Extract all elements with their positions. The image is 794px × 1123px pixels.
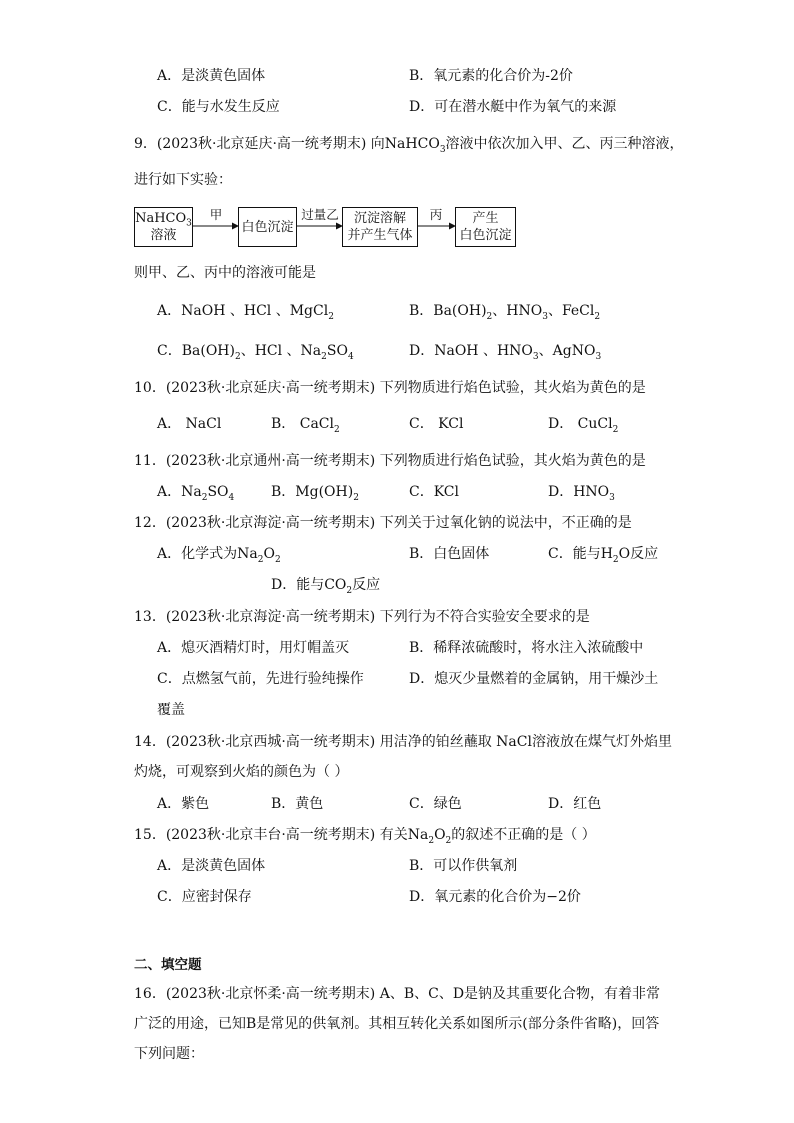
q9-option-c: C．$Ba(OH)_2$、HCl 、$Na_2SO_4$ bbox=[157, 343, 354, 362]
q10-stem: 10．(2023秋·北京延庆·高一统考期末) 下列物质进行焰色试验，其火焰为黄色的是 bbox=[134, 380, 646, 396]
arrow-3-label: 丙 bbox=[429, 207, 443, 222]
section-heading-fill-in: 二、填空题 bbox=[134, 957, 202, 973]
q15-option-b: B．可以作供氧剂 bbox=[409, 858, 518, 874]
q15-option-a: A．是淡黄色固体 bbox=[157, 858, 266, 874]
q13-option-a: A．熄灭酒精灯时，用灯帽盖灭 bbox=[157, 640, 350, 656]
q8-option-c: C．能与水发生反应 bbox=[157, 99, 280, 115]
q8-option-d: D．可在潜水艇中作为氧气的来源 bbox=[409, 99, 617, 115]
flow-box-produce-precipitate: 产生 白色沉淀 bbox=[455, 207, 516, 247]
q9-stem-line3: 则甲、乙、丙中的溶液可能是 bbox=[134, 265, 316, 281]
q13-option-c: C．点燃氢气前，先进行验纯操作 bbox=[157, 671, 364, 687]
q13-option-d-cont: 覆盖 bbox=[157, 702, 185, 718]
q10-option-a: A． NaCl bbox=[157, 416, 222, 432]
q11-option-a: A．$Na_2SO_4$ bbox=[157, 484, 235, 503]
q14-option-c: C．绿色 bbox=[409, 796, 462, 812]
q12-option-d: D．能与$CO_2$反应 bbox=[271, 577, 381, 596]
q9-stem-line2: 进行如下实验： bbox=[134, 172, 232, 188]
q12-stem: 12．(2023秋·北京海淀·高一统考期末) 下列关于过氧化钠的说法中，不正确的是 bbox=[134, 515, 632, 531]
q14-stem-line2: 灼烧，可观察到火焰的颜色为（ ） bbox=[134, 764, 349, 780]
arrow-1-label: 甲 bbox=[209, 207, 223, 222]
q10-option-d: D． CuCl$_2$ bbox=[548, 416, 619, 435]
q14-option-a: A．紫色 bbox=[157, 796, 210, 812]
q13-stem: 13．(2023秋·北京海淀·高一统考期末) 下列行为不符合实验安全要求的是 bbox=[134, 609, 590, 625]
q15-option-c: C．应密封保存 bbox=[157, 889, 252, 905]
q9-stem: 9．(2023秋·北京延庆·高一统考期末) 向NaHCO$_3$溶液中依次加入甲、乙、丙三种溶液， bbox=[134, 136, 684, 155]
arrow-2-label: 过量乙 bbox=[301, 207, 339, 222]
q10-option-b: B． CaCl$_2$ bbox=[271, 416, 340, 435]
q14-option-b: B．黄色 bbox=[271, 796, 324, 812]
q9-option-a: A．NaOH 、HCl 、MgCl$_2$ bbox=[157, 303, 334, 322]
q12-option-b: B．白色固体 bbox=[409, 546, 490, 562]
q11-option-c: C．KCl bbox=[409, 484, 459, 500]
q16-line2: 广泛的用途，已知B是常见的供氧剂。其相互转化关系如图所示(部分条件省略)，回答 bbox=[134, 1016, 660, 1032]
q8-option-b: B．氧元素的化合价为-2价 bbox=[409, 68, 573, 84]
q14-stem: 14．(2023秋·北京西城·高一统考期末) 用洁净的铂丝蘸取 NaCl溶液放在煤气灯外焰里 bbox=[134, 734, 672, 750]
q15-stem: 15．(2023秋·北京丰台·高一统考期末) 有关$Na_2O_2$的叙述不正确的是（ ） bbox=[134, 827, 596, 846]
q12-option-c: C．能与$H_2O$反应 bbox=[548, 546, 659, 565]
q15-option-d: D．氧元素的化合价为−2价 bbox=[409, 889, 581, 905]
q16-line1: 16．(2023秋·北京怀柔·高一统考期末) A、B、C、D是钠及其重要化合物，有着非常 bbox=[134, 986, 661, 1002]
q13-option-b: B．稀释浓硫酸时，将水注入浓硫酸中 bbox=[409, 640, 644, 656]
q10-option-c: C． KCl bbox=[409, 416, 464, 432]
q14-option-d: D．红色 bbox=[548, 796, 602, 812]
q11-stem: 11．(2023秋·北京通州·高一统考期末) 下列物质进行焰色试验，其火焰为黄色的是 bbox=[134, 453, 646, 469]
q9-option-b: B．$Ba(OH)_2$、$HNO_3$、FeCl$_2$ bbox=[409, 303, 601, 322]
flow-box-dissolve-gas: 沉淀溶解 并产生气体 bbox=[342, 207, 418, 247]
flow-box-white-precipitate: 白色沉淀 bbox=[238, 207, 297, 247]
q11-option-d: D．$HNO_3$ bbox=[548, 484, 615, 503]
q8-option-a: A．是淡黄色固体 bbox=[157, 68, 266, 84]
q16-line3: 下列问题： bbox=[134, 1046, 204, 1062]
q12-option-a: A．化学式为$Na_2O_2$ bbox=[157, 546, 281, 565]
q9-flow-diagram bbox=[134, 205, 524, 249]
q13-option-d: D．熄灭少量燃着的金属钠，用干燥沙土 bbox=[409, 671, 659, 687]
flow-box-nahco3: NaHCO$_3$ 溶液 bbox=[134, 207, 193, 247]
q9-option-d: D．NaOH 、$HNO_3$、AgNO$_3$ bbox=[409, 343, 602, 362]
q11-option-b: B．$Mg(OH)_2$ bbox=[271, 484, 359, 503]
